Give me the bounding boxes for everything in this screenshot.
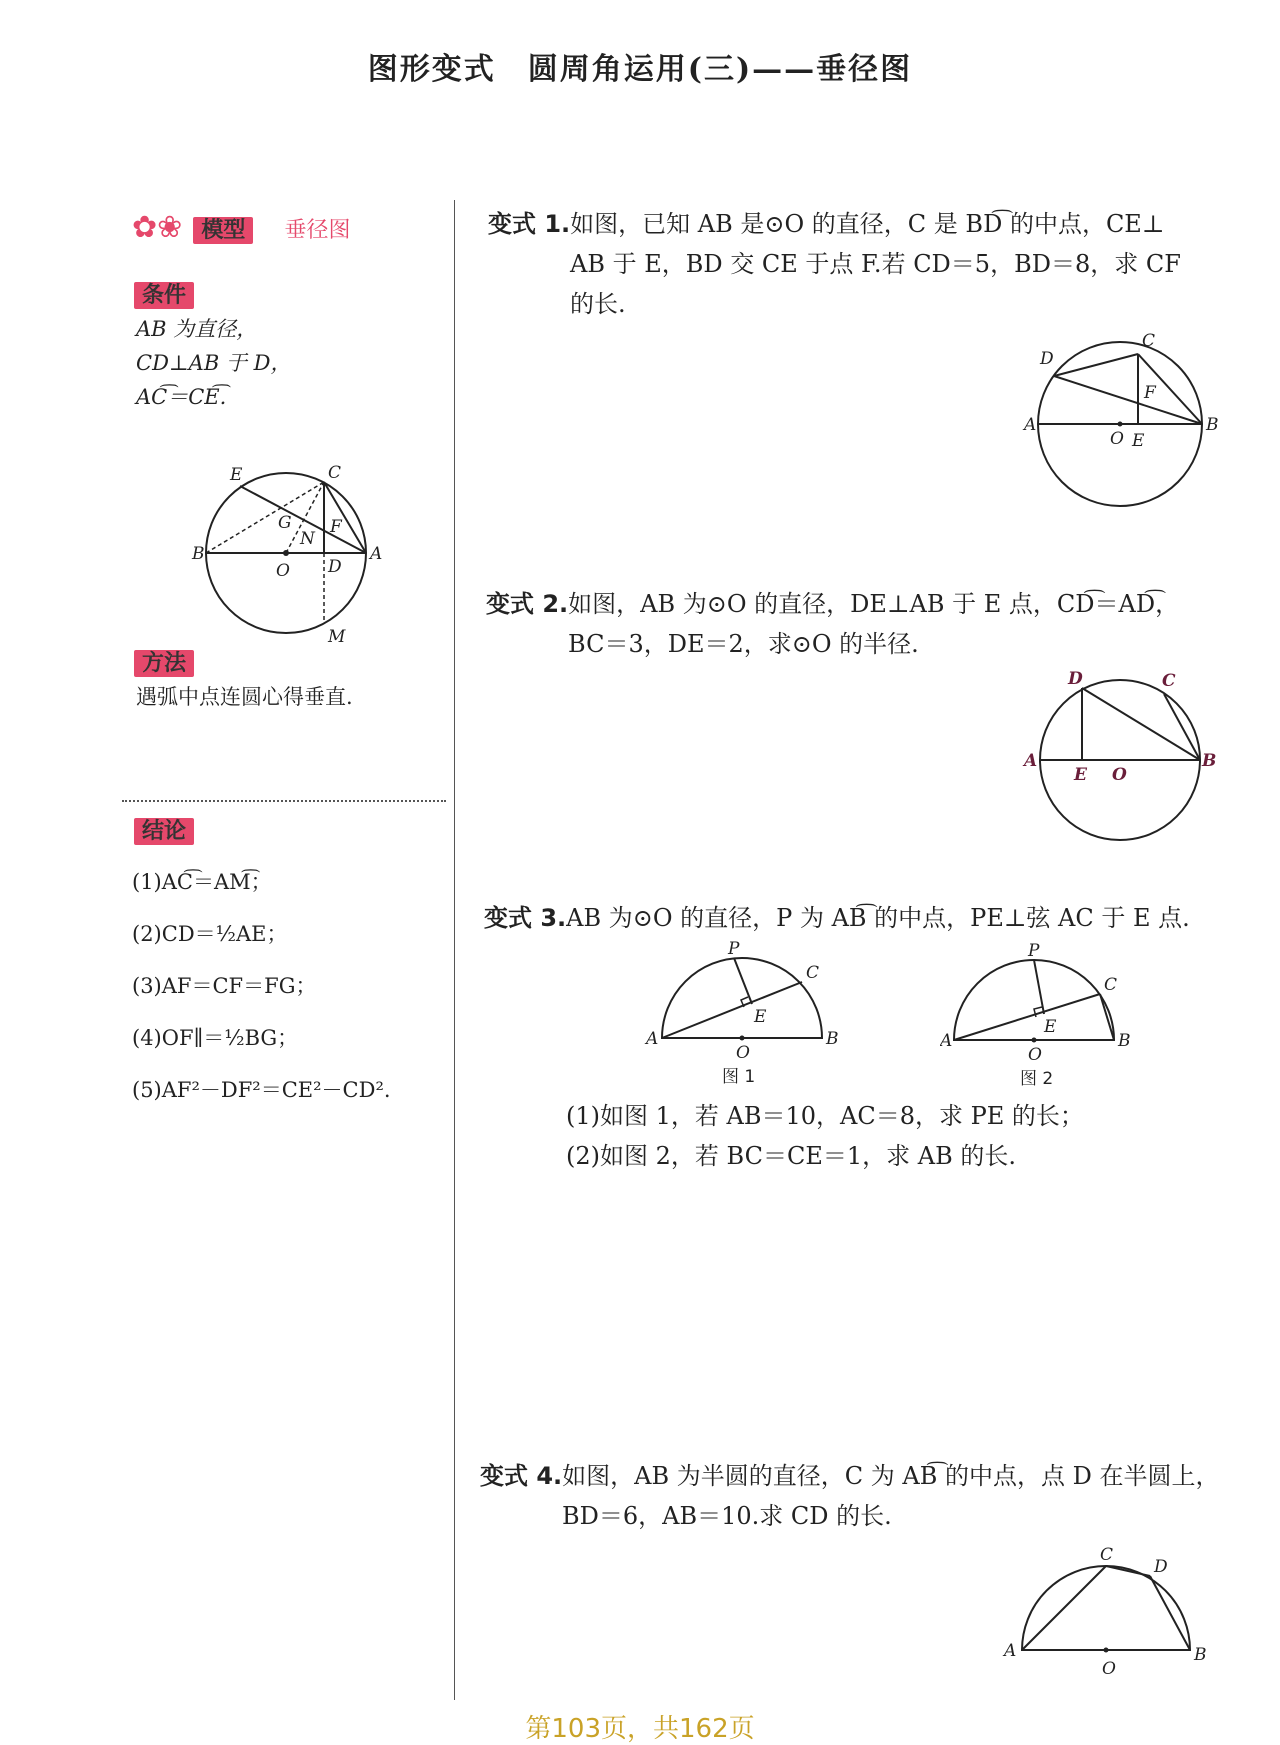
label-O: O <box>276 561 290 581</box>
sub-question: (1)如图 1，若 AB＝10，AC＝8，求 PE 的长； <box>566 1102 1084 1130</box>
label-D: D <box>1068 669 1083 689</box>
problem-label: 变式 3. <box>484 904 567 932</box>
label-M: M <box>328 627 346 647</box>
label-E: E <box>1044 1017 1057 1037</box>
figure-problem-2 <box>1020 664 1220 844</box>
column-divider <box>454 200 455 1700</box>
label-P: P <box>728 940 740 959</box>
label-C: C <box>806 963 820 983</box>
sub-question: (2)如图 2，若 BC＝CE＝1，求 AB 的长. <box>566 1142 1016 1170</box>
label-B: B <box>192 544 205 564</box>
problem-text: 的长. <box>570 290 626 318</box>
problem-text: BC＝3，DE＝2，求⊙O 的半径. <box>568 630 919 658</box>
label-B: B <box>826 1029 839 1049</box>
label-O: O <box>736 1043 750 1063</box>
conclusion-item: (4)OF∥＝½BG； <box>132 1026 299 1050</box>
condition-line: AB 为直径， <box>136 317 258 341</box>
conclusion-item: (5)AF²－DF²＝CE²－CD². <box>132 1078 391 1102</box>
label-F: F <box>1144 383 1156 403</box>
label-E: E <box>230 465 243 485</box>
label-G: G <box>278 513 292 533</box>
label-A: A <box>646 1029 659 1049</box>
problem-3-sub <box>566 1096 1084 1176</box>
figure-problem-4 <box>1000 1540 1220 1680</box>
problem-label: 变式 1. <box>488 210 571 238</box>
conclusion-list <box>132 856 391 1116</box>
label-A: A <box>1004 1641 1017 1661</box>
figure-problem-1 <box>1020 330 1220 510</box>
label-D: D <box>1154 1557 1168 1577</box>
problem-text: 如图，AB 为半圆的直径，C 为 AB͡ 的中点，点 D 在半圆上， <box>562 1462 1220 1490</box>
label-A: A <box>1024 751 1038 771</box>
problem-text: 如图，已知 AB 是⊙O 的直径，C 是 BD͡ 的中点，CE⊥ <box>570 210 1165 238</box>
label-C: C <box>1100 1545 1114 1565</box>
condition-line: CD⊥AB 于 D， <box>136 351 292 375</box>
model-name: 垂径图 <box>284 218 351 243</box>
method-text: 遇弧中点连圆心得垂直. <box>136 685 353 709</box>
problem-text: BD＝6，AB＝10.求 CD 的长. <box>562 1502 892 1530</box>
label-O: O <box>1102 1659 1116 1679</box>
page-title: 图形变式 圆周角运用(三)——垂径图 <box>367 52 913 87</box>
label-B: B <box>1118 1031 1131 1051</box>
condition-list <box>136 312 291 414</box>
page-counter: 第103页，共162页 <box>525 1714 755 1744</box>
label-A: A <box>1024 415 1037 435</box>
model-tag: 模型 <box>193 217 253 244</box>
method-tag: 方法 <box>134 650 194 677</box>
label-C: C <box>1104 975 1118 995</box>
conclusion-tag: 结论 <box>134 818 194 845</box>
conclusion-item: (3)AF＝CF＝FG； <box>132 974 317 998</box>
model-figure <box>180 460 400 650</box>
problem-text: AB 为⊙O 的直径，P 为 AB͡ 的中点，PE⊥弦 AC 于 E 点. <box>566 904 1190 932</box>
problem-label: 变式 2. <box>486 590 569 618</box>
figure-caption: 图 1 <box>722 1067 756 1087</box>
label-O: O <box>1028 1045 1042 1065</box>
label-C: C <box>1142 331 1156 351</box>
label-O: O <box>1112 765 1127 785</box>
condition-line: AC͡＝CE͡. <box>136 385 227 409</box>
problem-1 <box>488 204 1228 324</box>
problem-text: 如图，AB 为⊙O 的直径，DE⊥AB 于 E 点，CD͡＝AD͡， <box>568 590 1180 618</box>
label-B: B <box>1194 1645 1207 1665</box>
label-N: N <box>300 529 315 549</box>
figure-caption: 图 2 <box>1020 1069 1054 1089</box>
label-D: D <box>1040 349 1054 369</box>
label-O: O <box>1110 429 1124 449</box>
conclusion-item: (2)CD＝½AE； <box>132 922 288 946</box>
conclusion-item: (1)AC͡＝AM͡； <box>132 870 272 894</box>
label-E: E <box>1132 431 1145 451</box>
figure-3-2 <box>940 942 1140 1072</box>
figure-3-1 <box>644 940 844 1070</box>
dotted-divider <box>122 800 446 802</box>
label-E: E <box>754 1007 767 1027</box>
model-header <box>132 210 351 245</box>
problem-3 <box>484 898 1244 938</box>
condition-tag: 条件 <box>134 282 194 309</box>
label-P: P <box>1028 942 1040 961</box>
label-E: E <box>1074 765 1087 785</box>
label-A: A <box>940 1031 953 1051</box>
label-B: B <box>1206 415 1219 435</box>
problem-text: AB 于 E，BD 交 CE 于点 F.若 CD＝5，BD＝8，求 CF <box>570 250 1181 278</box>
problem-2 <box>486 584 1226 664</box>
problem-4 <box>480 1456 1240 1536</box>
label-B: B <box>1202 751 1217 771</box>
problem-label: 变式 4. <box>480 1462 563 1490</box>
label-A: A <box>370 544 383 564</box>
label-F: F <box>330 517 342 537</box>
flower-icon: ✿❀ <box>132 210 183 245</box>
label-C: C <box>1162 671 1176 691</box>
label-D: D <box>328 557 342 577</box>
label-C: C <box>328 463 342 483</box>
